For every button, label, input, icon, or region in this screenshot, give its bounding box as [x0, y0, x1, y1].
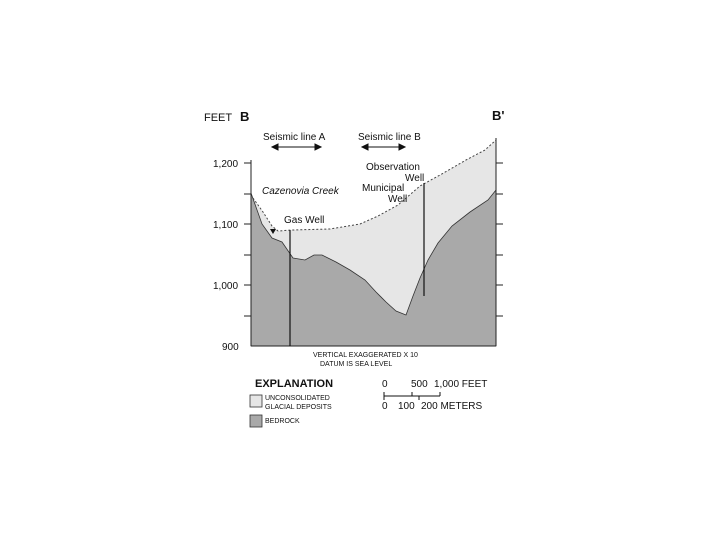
- municipal-well-label-2: Well: [388, 194, 408, 205]
- elevation-label-1000: 1,000: [213, 281, 239, 292]
- vertical-exaggeration-note: VERTICAL EXAGGERATED X 10: [313, 352, 418, 359]
- unconsolidated-swatch: [250, 395, 262, 407]
- observation-well-label-1: Observation: [366, 162, 420, 173]
- elevation-label-1100: 1,100: [213, 220, 239, 231]
- scale-feet-0: 0: [382, 379, 388, 390]
- seismic-line-a-arrow: [272, 144, 321, 150]
- cazenovia-creek-label: Cazenovia Creek: [262, 186, 339, 197]
- unconsolidated-label-1: UNCONSOLIDATED: [265, 395, 330, 402]
- explanation-title: EXPLANATION: [255, 378, 334, 390]
- unconsolidated-label-2: GLACIAL DEPOSITS: [265, 404, 332, 411]
- gas-well-label: Gas Well: [284, 215, 325, 226]
- seismic-line-b-arrow: [362, 144, 405, 150]
- municipal-well-label-1: Municipal: [362, 183, 405, 194]
- seismic-line-b-label: Seismic line B: [358, 132, 421, 143]
- scale-feet-500: 500: [411, 379, 428, 390]
- section-end-label: B': [492, 108, 505, 123]
- feet-axis-label: FEET: [204, 112, 233, 124]
- scale-bar: [384, 392, 440, 400]
- right-ticks: [496, 163, 503, 316]
- scale-meters-100: 100: [398, 401, 415, 412]
- left-ticks: [244, 163, 251, 316]
- observation-well-label-2: Well: [405, 173, 425, 184]
- seismic-line-a-label: Seismic line A: [263, 132, 326, 143]
- elevation-label-900: 900: [222, 342, 239, 353]
- bedrock-label: BEDROCK: [265, 418, 300, 425]
- elevation-label-1200: 1,200: [213, 159, 239, 170]
- datum-note: DATUM IS SEA LEVEL: [320, 361, 393, 368]
- scale-feet-1000: 1,000 FEET: [434, 379, 488, 390]
- scale-meters-0: 0: [382, 401, 388, 412]
- scale-meters-200: 200 METERS: [421, 401, 483, 412]
- bedrock-swatch: [250, 415, 262, 427]
- section-start-label: B: [240, 109, 250, 124]
